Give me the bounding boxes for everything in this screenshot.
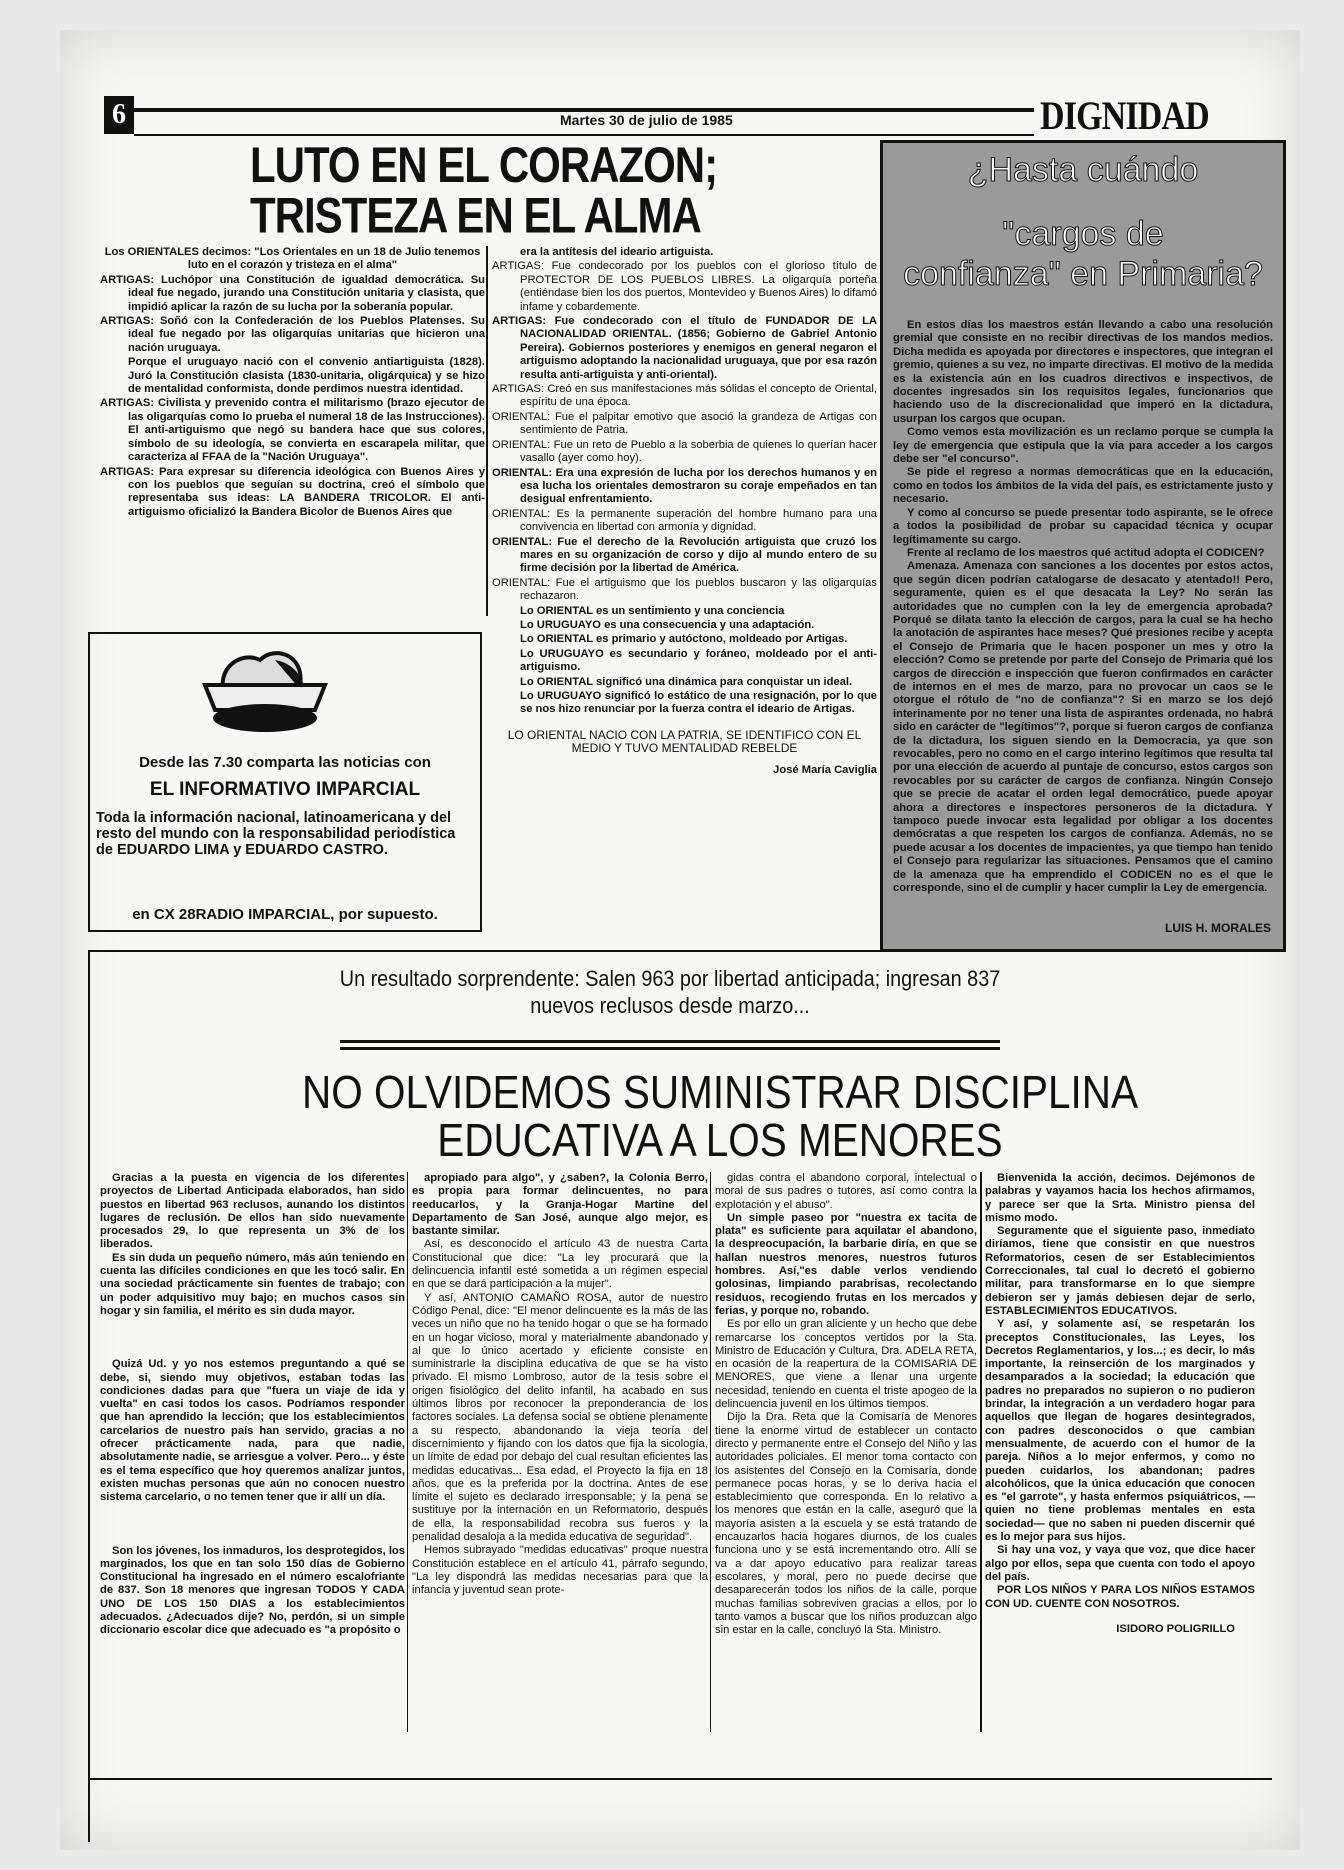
article2-paragraph: Y así, ANTONIO CAMAÑO ROSA, autor de nuestro Código Penal, dice: "El menor delincuente es la más de las veces un niño que no ha tenido hogar o que se ha formado en un hogar vicioso, moral y materialmente abandonado y al que lo único acertado y eficiente consiste en suministrarle la disciplina educativa de que se ha visto privado. El mismo Lombroso, autor de la tesis sobre el origen fisiológico del delito infantil, ha acabado en sus últimos libros por reconocer la preponderancia de los factores sociales. La defensa social se obtiene plenamente a su respecto, abandonando la vieja teoría del discernimiento y fijando con los datos que fija la sicología, un límite de edad por debajo del cual resultan eficientes las medidas educativas... Esa edad, el Proyecto la fija en 18 años, que es la preferida por la doctrina. Antes de ese límite el sujeto es declarado irresponsable; y la pena se sustituye por la internación en un Reformatorio, después de ella, la responsabilidad recobra sus fueros y la penalidad desaloja a la medida educativa de seguridad". bbox=[412, 1291, 708, 1544]
page-number: 6 bbox=[104, 96, 134, 134]
article2-paragraph: POR LOS NIÑOS Y PARA LOS NIÑOS ESTAMOS CON UD. CUENTE CON NOSOTROS. bbox=[985, 1584, 1255, 1610]
ad-line-2: EL INFORMATIVO IMPARCIAL bbox=[149, 779, 421, 800]
article1-column-1 bbox=[100, 246, 485, 520]
article2-paragraph: Gracias a la puesta en vigencia de los diferentes proyectos de Libertad Anticipada elaborados, han sido puestos en libertad 963 reclusos, aunando los distintos lugares de reclusión. De ellos han sido nuevamente procesados 29, lo que representa un 3% de los liberados. bbox=[100, 1172, 405, 1251]
masthead-logo: DIGNIDAD bbox=[1040, 93, 1209, 138]
article2-headline bbox=[262, 1068, 1177, 1164]
article1-paragraph: ORIENTAL: Era una expresión de lucha por los derechos humanos y en esa lucha los orientales demostraron su coraje empeñados en tan desigual enfrentamiento. bbox=[492, 466, 877, 506]
article2-paragraph: Quizá Ud. y yo nos estemos preguntando a qué se debe, si, siendo muy objetivos, estaban todas las condiciones dadas para que "fuera un viaje de ida y vuelta" en casi todos los casos. Podríamos responder que han aprendido la lección; que los establecimientos carcelarios de nuestro país han servido, gracias a no ofrecer prácticamente nada, para que nadie, absolutamente nadie, se arriesgue a volver. Pero... y éste es el tema específico que hoy queremos analizar juntos, existen muchas personas que aún no conocen nuestro sistema carcelario, o no temen tener que ir allí un día. bbox=[100, 1358, 405, 1504]
article2-author: ISIDORO POLIGRILLO bbox=[1116, 1622, 1235, 1635]
issue-date: Martes 30 de julio de 1985 bbox=[560, 112, 733, 128]
ad-line-4: en CX 28RADIO IMPARCIAL, por supuesto. bbox=[132, 906, 438, 923]
radio-logo-icon bbox=[195, 640, 335, 735]
article2-paragraph: Son los jóvenes, los inmaduros, los desprotegidos, los marginados, los que en tan solo 150 días de Gobierno Constitucional ha ingresado en el número escalofriante de 837. Son 18 menores que ingresan TODOS Y CADA UNO DE LOS 150 DIAS a los establecimientos adecuados. ¿Adecuados dije? No, perdón, si un simple diccionario escolar dice que adecuado es "a propósito o bbox=[100, 1544, 405, 1637]
article1-paragraph: Porque el uruguayo nació con el convenio antiartiguista (1828). Juró la Constitución clasista (1830-unitaria, oligárquica) y se hizo de mentalidad conformista, donde perdimos nuestra identidad. bbox=[128, 356, 485, 396]
article2-paragraph: Si hay una voz, y vaya que voz, que dice hacer algo por ellos, sepa que cuenta con todo el apoyo del país. bbox=[985, 1544, 1255, 1583]
sidebar-body bbox=[893, 319, 1273, 895]
article1-author: José María Caviglia bbox=[773, 763, 877, 776]
article1-paragraph: ORIENTAL: Fue el palpitar emotivo que asoció la grandeza de Artigas con sentimiento de Patria. bbox=[492, 410, 877, 437]
article1-paragraph: ARTIGAS: Creó en sus manifestaciones más sólidas el concepto de Oriental, espíritu de una época. bbox=[492, 383, 877, 409]
double-rule-bottom bbox=[340, 1047, 1000, 1050]
article1-paragraph: ORIENTAL: Es la permanente superación del hombre humano para una convivencia en libertad con armonía y dignidad. bbox=[492, 507, 877, 534]
sidebar-author: LUIS H. MORALES bbox=[1164, 921, 1271, 935]
bottom-rule bbox=[88, 1778, 1272, 1780]
sidebar-title-line1: ¿Hasta cuándo bbox=[967, 151, 1199, 189]
article2-subhead: Un resultado sorprendente: Salen 963 por libertad anticipada; ingresan 837 nuevos reclusos desde marzo... bbox=[339, 966, 1001, 1018]
article2-paragraph: Y así, y solamente así, se respetarán los preceptos Constitucionales, las Leyes, los Decretos Reglamentarios, y los...; es decir, lo más importante, la reinserción de los marginados y desamparados a la sociedad; la educación que padres no preparados no supieron o no pudieron brindar, la integración a un verdadero hogar para aquellos que llegan de hogares desintegrados, con padres desconocidos o que cambian mensualmente, de acuerdo con el humor de la pareja. Niños a lo mejor enfermos, y como no pueden cuidarlos, los abandonan; padres alcohólicos, que la única educación que conocen es "el garrote", y hasta enfermos psiquiátricos, —quien no tiene problemas mentales en esta sociedad— que no saben ni pueden discernir qué es lo mejor para sus hijos. bbox=[985, 1318, 1255, 1544]
article1-paragraph: Los ORIENTALES decimos: "Los Orientales en un 18 de Julio tenemos luto en el corazón y tristeza en el alma" bbox=[104, 246, 481, 272]
ad-line-1: Desde las 7.30 comparta las noticias con bbox=[139, 754, 431, 771]
article1-title-line2: TRISTEZA EN EL ALMA bbox=[250, 186, 701, 244]
article1-paragraph: Lo URUGUAYO es una consecuencia y una adaptación. bbox=[520, 618, 815, 631]
sidebar-paragraph: Frente al reclamo de los maestros qué actitud adopta el CODICEN? bbox=[907, 546, 1265, 559]
column-divider bbox=[980, 1172, 982, 1732]
column-divider bbox=[710, 1172, 711, 1732]
double-rule-top bbox=[340, 1040, 1000, 1043]
article1-paragraph: Lo URUGUAYO significó lo estático de una resignación, por lo que se nos hizo renunciar por la fuerza contra el ideario de Artigas. bbox=[520, 690, 877, 716]
article1-paragraph: ORIENTAL: Fue el artiguismo que los pueblos buscaron y las oligarquías rechazaron. bbox=[492, 576, 877, 603]
sidebar-paragraph: Amenaza. Amenaza con sanciones a los docentes por estos actos, que según dicen podrían catalogarse de desacato y atentado!! Pero, seguramente, quien es el que desacata la Ley? No serán las autoridades que no cumplen con la ley de emergencia aprobada? Porqué se dilata tanto la elección de cargos, para la cual se ha hecho la anotación de aspirantes hace meses? Qué presiones recibe y acepta el Consejo de Primaria que le hacen posponer un mes y otro la elección? Como se pretende por parte del Consejo de Primaria qué los cargos de dirección e inspección que fueron confirmados en carácter de internos en el mes de marzo, para no provocar un caos se le otorgue el rótulo de "no de confianza"? Si en marzo se los dejó interinamente por no tener una lista de aspirantes ordenada, no habrá sido en carácter de "legítimos"?, porque si fueron cargos de confianza de la dictadura, los siguen siendo en la Democracia, ya que son revocables, pero no como en el cargo interino legítimos que resulta tal por una elección de acuerdo al puntaje de concurso, estos cargos son revocables por su carácter de cargos de confianza. Ningún Consejo que se precie de acatar el orden legal democrático, puede apoyar ahora a directores e inspectores personeros de la dictadura. Y tampoco puede invocar esta legalidad por obligar a los docentes demócratas a que respeten los cargos de confianza. Además, no se puede acusar a los docentes de impacientes, ya que tiempo han tenido el Consejo para regularizar las situaciones. Pensamos que el camino de la amenaza que ha emprendido el CODICEN no es el que le corresponde, sino el de cumplir y hacer cumplir la Ley de emergencia. bbox=[893, 560, 1273, 895]
article1-paragraph: Lo ORIENTAL significó una dinámica para conquistar un ideal. bbox=[520, 675, 853, 688]
article2-column-4 bbox=[985, 1172, 1255, 1636]
article1-paragraph: Lo ORIENTAL es primario y autóctono, moldeado por Artigas. bbox=[520, 633, 848, 646]
article1-paragraph: Lo URUGUAYO es secundario y foráneo, moldeado por el anti-artiguismo. bbox=[520, 647, 877, 674]
article2-column-3 bbox=[715, 1172, 977, 1637]
article2-paragraph: Dijo la Dra. Reta que la Comisaría de Menores tiene la enorme virtud de establecer un contacto directo y permanente entre el Consejo del Niño y las autoridades policiales. El menor toma contacto con los asistentes del Consejo en la Comisaría, donde permanece pocas horas, y se lo deriva hacia el establecimiento que corresponda. En lo relativo a los menores que están en la calle, aseguró que la mayoría asisten a la escuela y se está tratando de encauzarlos hacia hogares diurnos, de los cuales funciona uno y se está incrementando otro. Allí se va a dar apoyo educativo para realizar tareas escolares, y moral, pero no puede decirse que desaparecerán todos los niños de la calle, porque muchas familias sobreviven gracias a ellos, por lo tanto vamos a buscar que los niños produzcan algo sin estar en la calle, concluyó la Sta. Ministro. bbox=[715, 1411, 977, 1637]
article1-paragraph: Lo ORIENTAL es un sentimiento y una conciencia bbox=[520, 604, 785, 617]
article1-paragraph: ARTIGAS: Luchópor una Constitución de igualdad democrática. Su ideal fue negado, jurando una Constitución unitaria y clasista, que impidió aplicar la razón de su lucha por la soberanía popular. bbox=[100, 273, 485, 313]
ad-line-3: Toda la información nacional, latinoamericana y del resto del mundo con la responsabilidad periodística de EDUARDO LIMA y EDUARDO CASTRO. bbox=[96, 810, 456, 858]
article1-paragraph: era la antítesis del ideario artiguista. bbox=[520, 246, 714, 258]
article1-paragraph: ARTIGAS: Para expresar su diferencia ideológica con Buenos Aires y con los pueblos que seguían su doctrina, creó el símbolo que representaba sus ideas: LA BANDERA TRICOLOR. El anti-artiguismo oficializó la Bandera Bicolor de Buenos Aires que bbox=[100, 465, 485, 518]
sidebar-title-line2: "cargos de bbox=[1002, 215, 1164, 253]
article1-headline bbox=[250, 136, 730, 244]
sidebar-article bbox=[880, 140, 1286, 952]
column-divider bbox=[486, 246, 488, 616]
article1-paragraph: ARTIGAS: Fue condecorado por los pueblos con el glorioso título de PROTECTOR DE LOS PUEBLOS LIBRES. La oligarquía porteña (entiéndase bien los dos puertos, Montevideo y Buenos Aires) lo difamó infame y cobardemente. bbox=[492, 260, 877, 313]
article1-paragraph: ORIENTAL: Fue el derecho de la Revolución artiguista que cruzó los mares en su organización de corso y dijo al mundo entero de su firme decisión por la libertad de América. bbox=[492, 535, 877, 575]
article2-paragraph: Es por ello un gran aliciente y un hecho que debe remarcarse los conceptos vertidos por la Sta. Ministro de Educación y Cultura, Dra. ADELA RETA, en ocasión de la reapertura de la COMISARIA DE MENORES, que viene a llenar una urgente necesidad, teniendo en cuenta el triste apogeo de la delincuencia juvenil en los últimos tiempos. bbox=[715, 1318, 977, 1411]
sidebar-title-line3: confianza" en Primaria? bbox=[903, 255, 1263, 293]
article2-paragraph: gidas contra el abandono corporal, intelectual o moral de sus padres o tutores, así como contra la explotación y el abuso". bbox=[715, 1172, 977, 1211]
article2-column-2 bbox=[412, 1172, 708, 1598]
article2-paragraph: Hemos subrayado "medidas educativas" proque nuestra Constitución establece en el artículo 41, párrafo segundo, "La ley dispondrá las medidas necesarias para que la infancia y juventud sean prote- bbox=[412, 1544, 708, 1597]
sidebar-paragraph: Como vemos esta movilización es un reclamo porque se cumpla la ley de emergencia que estipula que la vía para acceder a los cargos debe ser "el concurso". bbox=[893, 426, 1273, 466]
article1-closing: LO ORIENTAL NACIO CON LA PATRIA, SE IDENTIFICO CON EL MEDIO Y TUVO MENTALIDAD REBELDE bbox=[507, 727, 862, 756]
article2-paragraph: Así, es desconocido el artículo 43 de nuestra Carta Constitucional que dice: "La ley procurará que la delincuencia infantil esté sometida a un régimen especial en que se dará participación a la mujer". bbox=[412, 1238, 708, 1291]
article2-title-line1: NO OLVIDEMOS SUMINISTRAR DISCIPLINA bbox=[302, 1066, 1138, 1118]
article1-paragraph: ARTIGAS: Soñó con la Confederación de los Pueblos Platenses. Su ideal fue negado por las oligarquías unitarias que hicieron una nación uruguaya. bbox=[100, 315, 485, 354]
article2-paragraph: apropiado para algo", y ¿saben?, la Colonia Berro, es propia para formar delincuentes, no para reeducarlos, y la Granja-Hogar Martine del Departamento de San José, aunque algo mejor, es bastante similar. bbox=[412, 1172, 708, 1238]
article1-title-line1: LUTO EN EL CORAZON; bbox=[250, 136, 718, 193]
article2-paragraph: Bienvenida la acción, decimos. Dejémonos de palabras y vayamos hacia los hechos afirmamos, y parece ser que la Srta. Ministro piensa del mismo modo. bbox=[985, 1172, 1255, 1224]
sidebar-paragraph: Se pide el regreso a normas democráticas que en la educación, como en todos los ámbitos de la vida del país, es estrictamente justo y necesario. bbox=[893, 466, 1273, 506]
article1-paragraph: ORIENTAL: Fue un reto de Pueblo a la soberbia de quienes lo querían hacer vasallo (ayer como hoy). bbox=[492, 438, 877, 465]
article2-paragraph: Es sin duda un pequeño número, más aún teniendo en cuenta las difíciles condiciones en que les tocó salir. En una sociedad prácticamente sin fuentes de trabajo; con un poder adquisitivo muy bajo; en muchos casos sin hogar y sin familia, el mérito es sin duda mayor. bbox=[100, 1251, 405, 1317]
sidebar-paragraph: Y como al concurso se puede presentar todo aspirante, se le ofrece a todos la posibilidad de probar su capacidad técnica y ocupar legítimamente su cargo. bbox=[893, 506, 1273, 546]
sidebar-paragraph: En estos días los maestros están llevando a cabo una resolución gremial que consiste en no recibir directivas de los mandos medios. Dicha medida es apoyada por directores e inspectores, que integran el gremio, quienes a su vez, no imparte directivas. El motivo de la medida es la existencia aún en los cuadros directivos e inspectivos, de docentes ingresados sin los requisitos legales, funcionarios que haciendo uso de la discrecionalidad que imperó en la dictadura, usurpan los cargos que ocupan. bbox=[893, 319, 1273, 425]
article2-paragraph: Un simple paseo por "nuestra ex tacita de plata" es suficiente para aquilatar el abandono, la despreocupación, la barbarie diría, en que se hallan nuestros menores, nuestros futuros hombres. Así,"es dable verlos vendiendo golosinas, limpiando parabrisas, recolectando residuos, recogiendo frutas en los mercados y ferias, y porque no, robando. bbox=[715, 1211, 977, 1317]
article1-paragraph: ARTIGAS: Civilista y prevenido contra el militarismo (brazo ejecutor de las oligarquías como lo prueba el numeral 18 de las Instrucciones). El anti-artiguismo que negó su bandera hace que sus colores, símbolo de su ideología, se convierta en escarapela militar, que caracteriza al FFAA de la "Nación Uruguaya". bbox=[100, 397, 485, 464]
article1-column-2 bbox=[492, 246, 877, 778]
article2-title-line2: EDUCATIVA A LOS MENORES bbox=[437, 1114, 1003, 1166]
article2-column-1 bbox=[100, 1172, 405, 1638]
radio-advertisement bbox=[88, 632, 482, 932]
article2-paragraph: Seguramente que el siguiente paso, inmediato diríamos, tiene que consistir en que nuestros Reformatorios, cesen de ser Establecimientos Correccionales, tal cual lo decretó el gobierno militar, para transformarse en lo que siempre debieron ser y jamás debiesen dejar de serlo, ESTABLECIMIENTOS EDUCATIVOS. bbox=[985, 1225, 1255, 1317]
article1-paragraph: ARTIGAS: Fue condecorado con el título de FUNDADOR DE LA NACIONALIDAD ORIENTAL. (1856; Gobierno de Gabriel Antonio Pereira). Gobiernos posteriores y enemigos en general negaron el artiguismo adoptando la nacionalidad uruguaya, que por esa razón resulta anti-artiguista y anti-oriental). bbox=[492, 315, 877, 381]
column-divider bbox=[407, 1172, 408, 1732]
